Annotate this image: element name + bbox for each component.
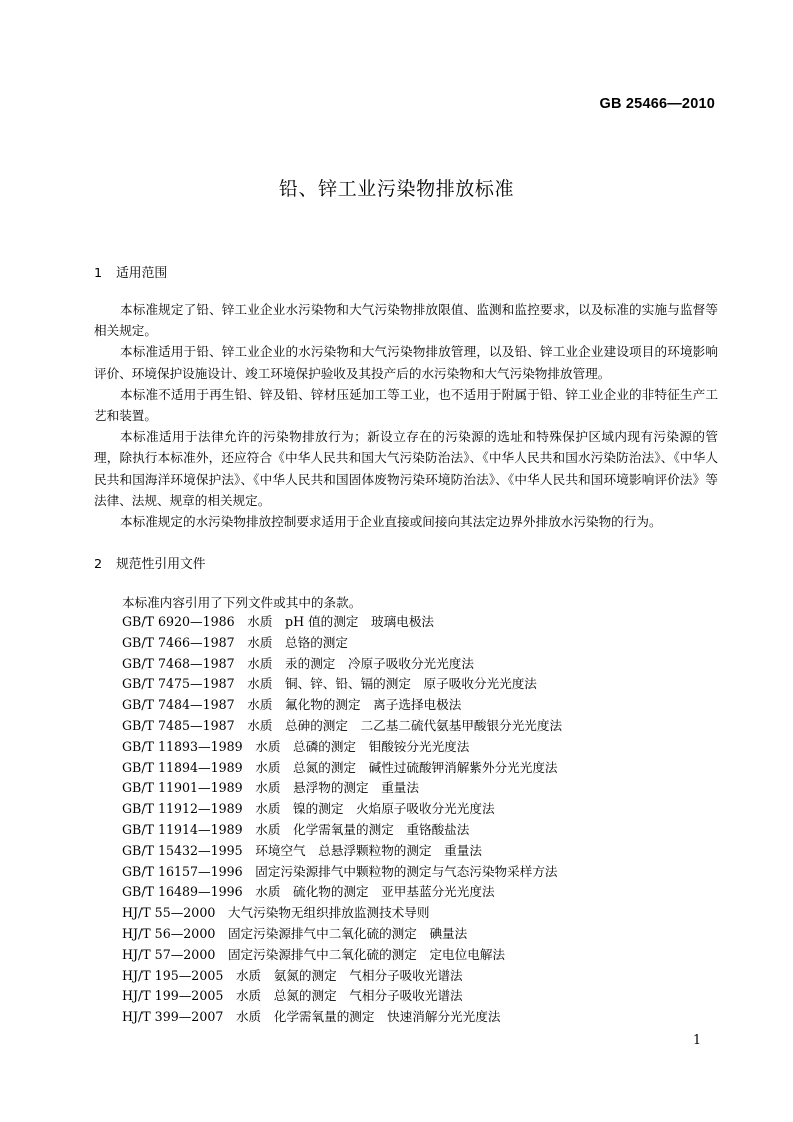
reference-item: GB/T 7484—1987 水质 氟化物的测定 离子选择电极法 xyxy=(122,697,462,713)
paragraph: 本标准规定了铅、锌工业企业水污染物和大气污染物排放限值、监测和监控要求，以及标准的实施与监督等相关规定。 xyxy=(94,302,718,339)
section-2-number: 2 xyxy=(94,557,103,572)
reference-item: HJ/T 57—2000 固定污染源排气中二氧化硫的测定 定电位电解法 xyxy=(122,946,506,962)
reference-item: GB/T 11894—1989 水质 总氮的测定 碱性过硫酸钾消解紫外分光光度法 xyxy=(122,759,558,775)
reference-item: GB/T 16157—1996 固定污染源排气中颗粒物的测定与气态污染物采样方法 xyxy=(122,863,558,879)
reference-list xyxy=(122,612,562,1028)
paragraph: 本标准适用于铅、锌工业企业的水污染物和大气污染物排放管理，以及铅、锌工业企业建设项目的环境影响评价、环境保护设施设计、竣工环境保护验收及其投产后的水污染物和大气污染物排放管理。 xyxy=(94,344,718,381)
section-2-title: 规范性引用文件 xyxy=(116,557,206,572)
reference-item: GB/T 7475—1987 水质 铜、锌、铅、镉的测定 原子吸收分光光度法 xyxy=(122,676,537,692)
section-1-heading xyxy=(94,262,167,281)
reference-item: GB/T 7466—1987 水质 总铬的测定 xyxy=(122,634,348,650)
page-number: 1 xyxy=(692,1032,701,1047)
section-2-heading xyxy=(94,553,206,572)
reference-item: GB/T 11914—1989 水质 化学需氧量的测定 重铬酸盐法 xyxy=(122,821,470,837)
reference-item: GB/T 7468—1987 水质 汞的测定 冷原子吸收分光光度法 xyxy=(122,655,474,671)
references-intro: 本标准内容引用了下列文件或其中的条款。 xyxy=(122,595,362,610)
section-1-body xyxy=(94,299,718,532)
reference-item: HJ/T 56—2000 固定污染源排气中二氧化硫的测定 碘量法 xyxy=(122,925,468,941)
reference-item: GB/T 16489—1996 水质 硫化物的测定 亚甲基蓝分光光度法 xyxy=(122,884,495,900)
reference-item: HJ/T 55—2000 大气污染物无组织排放监测技术导则 xyxy=(122,905,430,921)
reference-item: GB/T 15432—1995 环境空气 总悬浮颗粒物的测定 重量法 xyxy=(122,842,482,858)
standard-code: GB 25466—2010 xyxy=(599,96,715,112)
reference-item: GB/T 7485—1987 水质 总砷的测定 二乙基二硫代氨基甲酸银分光光度法 xyxy=(122,717,563,733)
reference-item: GB/T 11901—1989 水质 悬浮物的测定 重量法 xyxy=(122,780,419,796)
paragraph: 本标准规定的水污染物排放控制要求适用于企业直接或间接向其法定边界外排放水污染物的行为。 xyxy=(120,514,662,530)
section-1-title: 适用范围 xyxy=(116,266,168,281)
reference-item: GB/T 11893—1989 水质 总磷的测定 钼酸铵分光光度法 xyxy=(122,738,470,754)
reference-item: GB/T 6920—1986 水质 pH 值的测定 玻璃电极法 xyxy=(122,614,435,629)
reference-item: HJ/T 199—2005 水质 总氮的测定 气相分子吸收光谱法 xyxy=(122,988,463,1004)
paragraph: 本标准不适用于再生铅、锌及铅、锌材压延加工等工业，也不适用于附属于铅、锌工业企业的非特征生产工艺和装置。 xyxy=(94,386,718,424)
paragraph: 本标准适用于法律允许的污染物排放行为；新设立存在的污染源的选址和特殊保护区域内现有污染源的管理，除执行本标准外，还应符合《中华人民共和国大气污染防治法》、《中华人民共和国水污染防治法》、《中华人民共和国海洋环境保护法》、《中华人民共和国固体废物污染环境防治法》、《中华人民共和国环境影响评价法》等法律、法规、规章的相关规定。 xyxy=(94,429,718,508)
reference-item: HJ/T 195—2005 水质 氨氮的测定 气相分子吸收光谱法 xyxy=(122,967,463,983)
reference-item: GB/T 11912—1989 水质 镍的测定 火焰原子吸收分光光度法 xyxy=(122,801,495,817)
reference-item: HJ/T 399—2007 水质 化学需氧量的测定 快速消解分光光度法 xyxy=(122,1009,501,1025)
section-1-number: 1 xyxy=(94,266,103,281)
document-title: 铅、锌工业污染物排放标准 xyxy=(278,178,515,200)
